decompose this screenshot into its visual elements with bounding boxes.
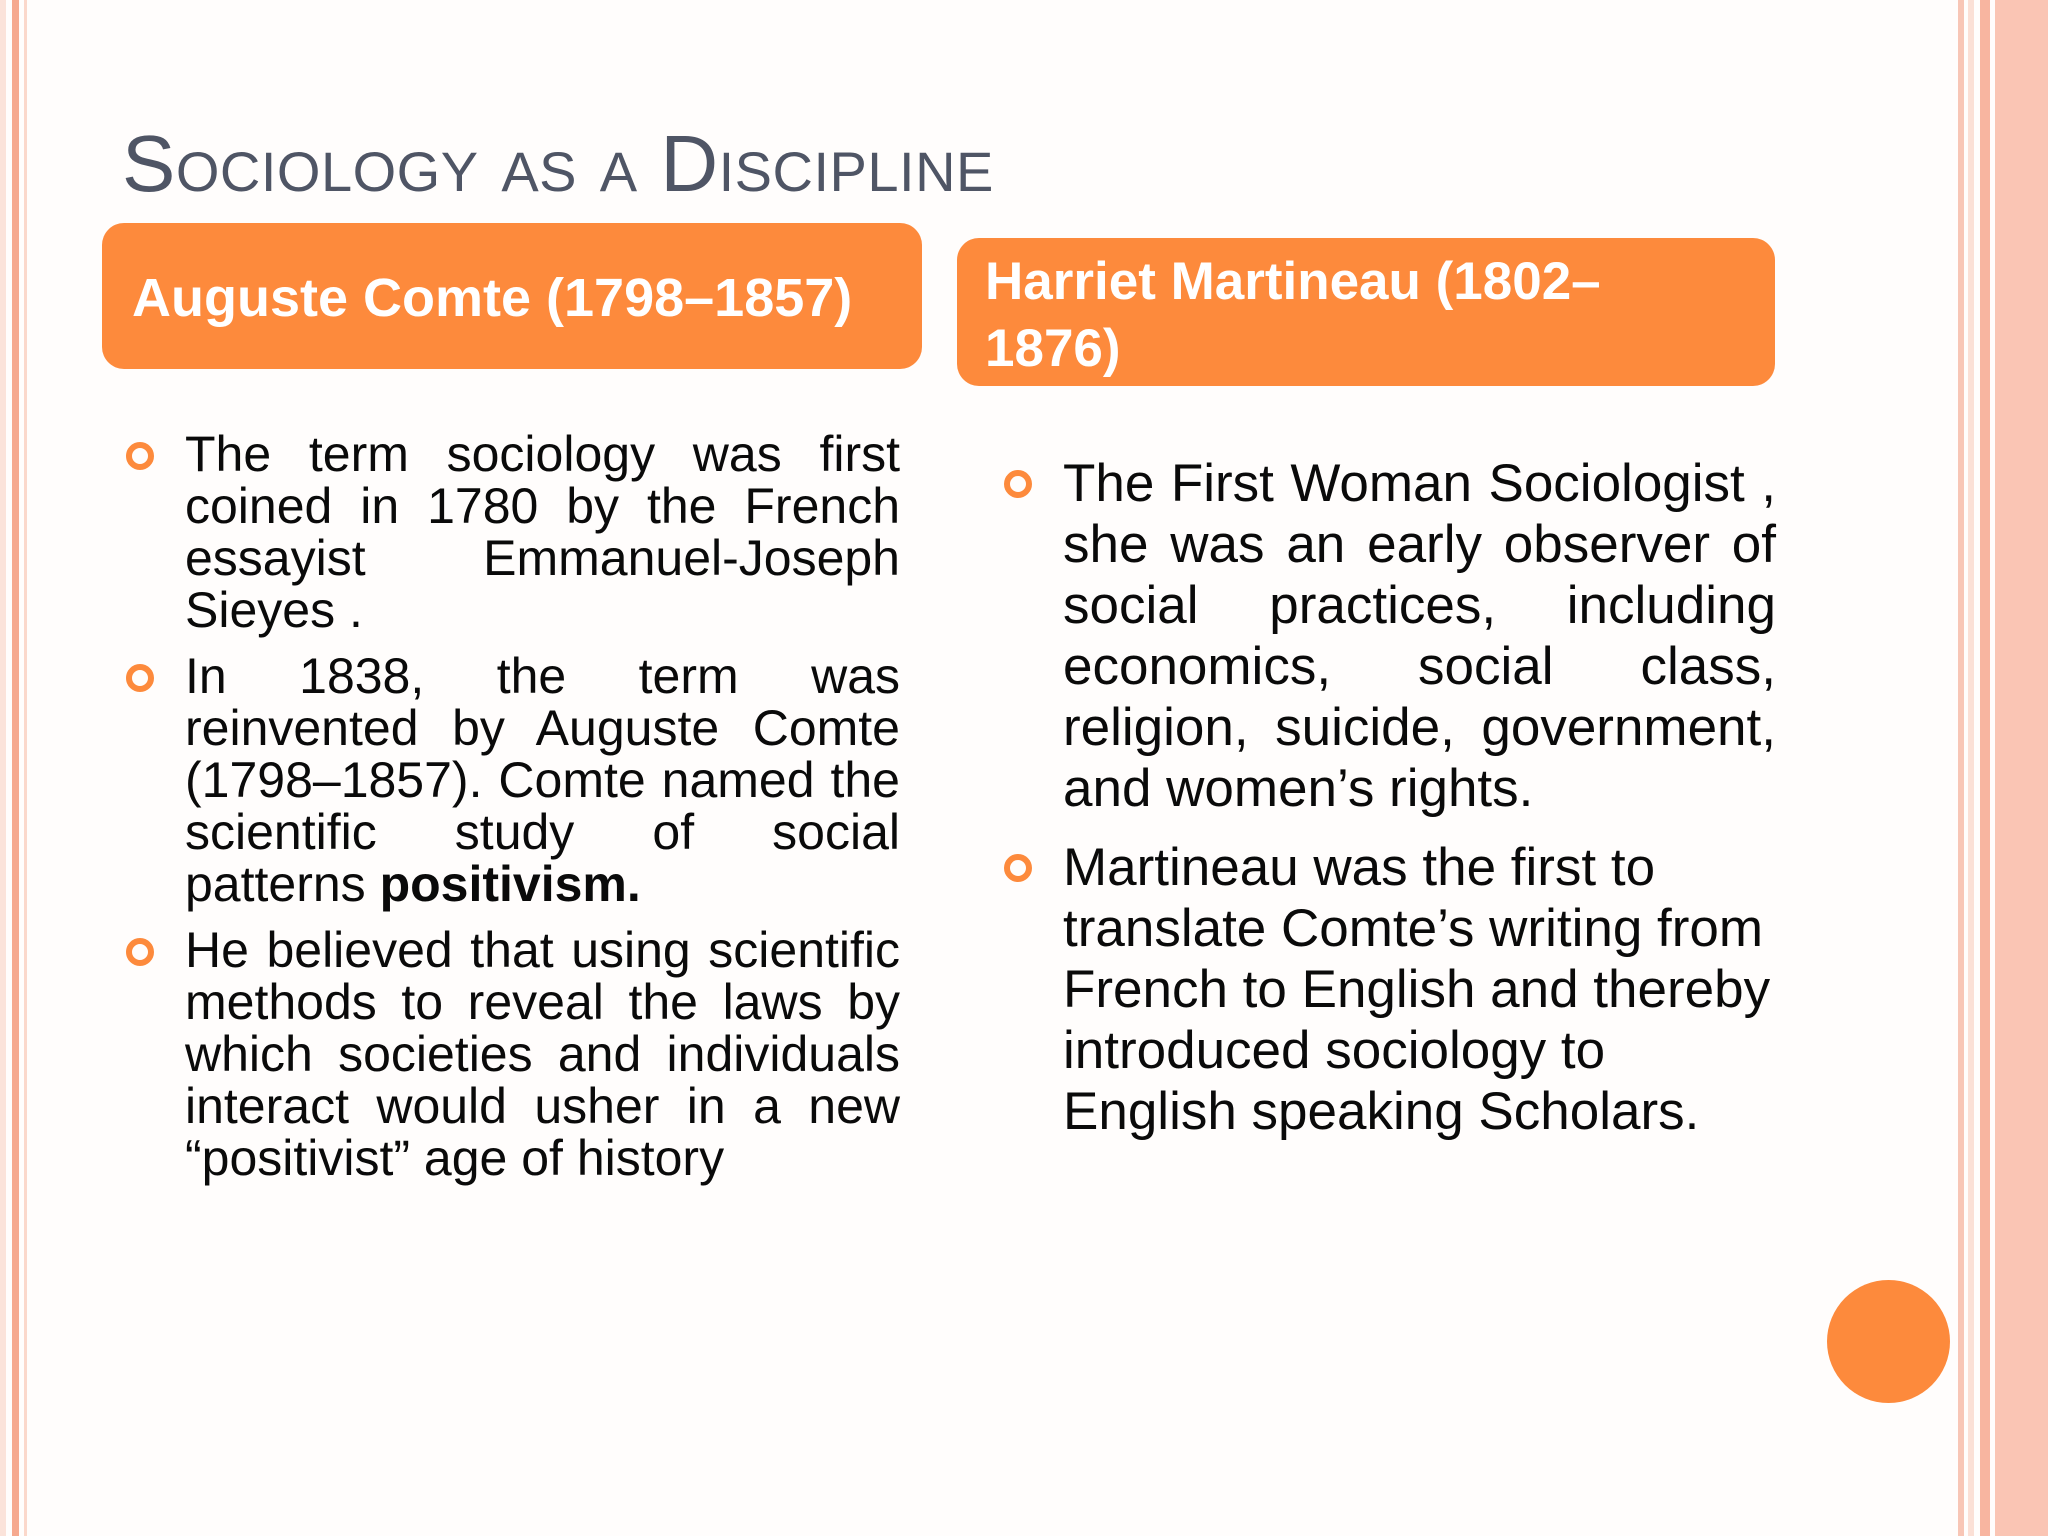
bullet-text: In 1838, the term was reinvented by Auguste Comte (1798–1857). Comte named the scientific study of social patterns [185, 648, 900, 912]
bullet-text: The First Woman Sociologist , she was an early observer of social practices, including economics, social class, religion, suicide, government, and women’s rights. [1063, 454, 1776, 818]
bullet-ring-icon [126, 938, 154, 966]
right-border-stripe [1995, 0, 2048, 1536]
comte-header: Auguste Comte (1798–1857) [102, 223, 922, 369]
list-item [1000, 453, 1776, 819]
bullet-bold-text: positivism. [379, 856, 641, 912]
right-border-stripe [1968, 0, 1974, 1536]
bullet-text: Martineau was the first to translate Comte’s writing from French to English and thereby introduced sociology to English speaking Scholars. [1063, 838, 1771, 1141]
right-border-stripe [1958, 0, 1964, 1536]
bullet-ring-icon [1004, 854, 1032, 882]
decorative-circle [1827, 1280, 1950, 1403]
bullet-text: The term sociology was first coined in 1780 by the French essayist Emmanuel-Joseph Sieyes . [185, 426, 900, 638]
left-border-stripe [24, 0, 27, 1536]
list-item [122, 428, 900, 636]
slide-title: Sociology as a Discipline [122, 119, 994, 208]
martineau-bullet-list [1000, 453, 1776, 1160]
list-item [122, 650, 900, 910]
bullet-text: He believed that using scientific methods to reveal the laws by which societies and individuals interact would usher in a new “positivist” age of history [185, 922, 900, 1186]
list-item [1000, 837, 1776, 1142]
bullet-ring-icon [126, 442, 154, 470]
bullet-ring-icon [1004, 470, 1032, 498]
comte-bullet-list [122, 428, 900, 1198]
left-border-stripe [0, 0, 6, 1536]
martineau-header: Harriet Martineau (1802–1876) [957, 238, 1775, 386]
left-border-stripe [12, 0, 19, 1536]
bullet-ring-icon [126, 664, 154, 692]
right-border-stripe [1980, 0, 1990, 1536]
list-item [122, 924, 900, 1184]
